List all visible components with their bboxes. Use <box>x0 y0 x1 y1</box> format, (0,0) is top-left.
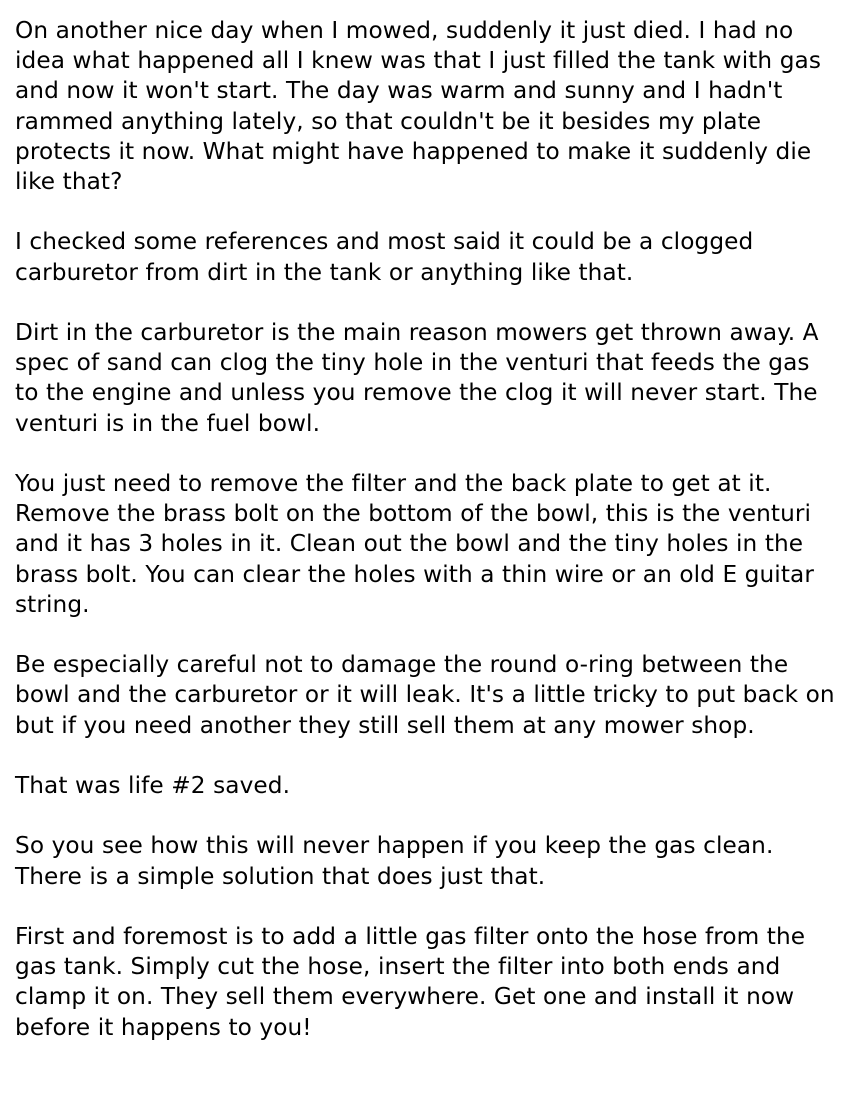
paragraph-o-ring-warning: Be especially careful not to damage the round o-ring between the bowl and the carburetor or it will leak. It's a little tricky to put back on but if you need another they still sell them at any mower shop. <box>15 651 835 739</box>
paragraph-dirt-in-carburetor: Dirt in the carburetor is the main reason mowers get thrown away. A spec of sand can clog the tiny hole in the venturi that feeds the gas to the engine and unless you remove the clog it will never start. The venturi is in the fuel bowl. <box>15 319 819 437</box>
paragraph-remove-filter: You just need to remove the filter and the back plate to get at it. Remove the brass bolt on the bottom of the bowl, this is the venturi and it has 3 holes in it. Clean out the bowl and the tiny holes in the brass bolt. You can clear the holes with a thin wire or an old E guitar string. <box>15 470 814 618</box>
paragraph-references: I checked some references and most said it could be a clogged carburetor from dirt in the tank or anything like that. <box>15 228 754 286</box>
paragraph-life-saved: That was life #2 saved. <box>15 772 291 799</box>
paragraph-keep-gas-clean: So you see how this will never happen if you keep the gas clean. There is a simple solution that does just that. <box>15 832 774 890</box>
paragraph-gas-filter: First and foremost is to add a little gas filter onto the hose from the gas tank. Simply cut the hose, insert the filter into both ends and clamp it on. They sell them everywhere. Get one and install it now before it happens to you! <box>15 922 806 1041</box>
paragraph-mower-died: On another nice day when I mowed, suddenly it just died. I had no idea what happened all I knew was that I just filled the tank with gas and now it won't start. The day was warm and sunny and I hadn't rammed anything lately, so that couldn't be it besides my plate protects it now. What might have happened to make it suddenly die like that? <box>15 17 822 196</box>
